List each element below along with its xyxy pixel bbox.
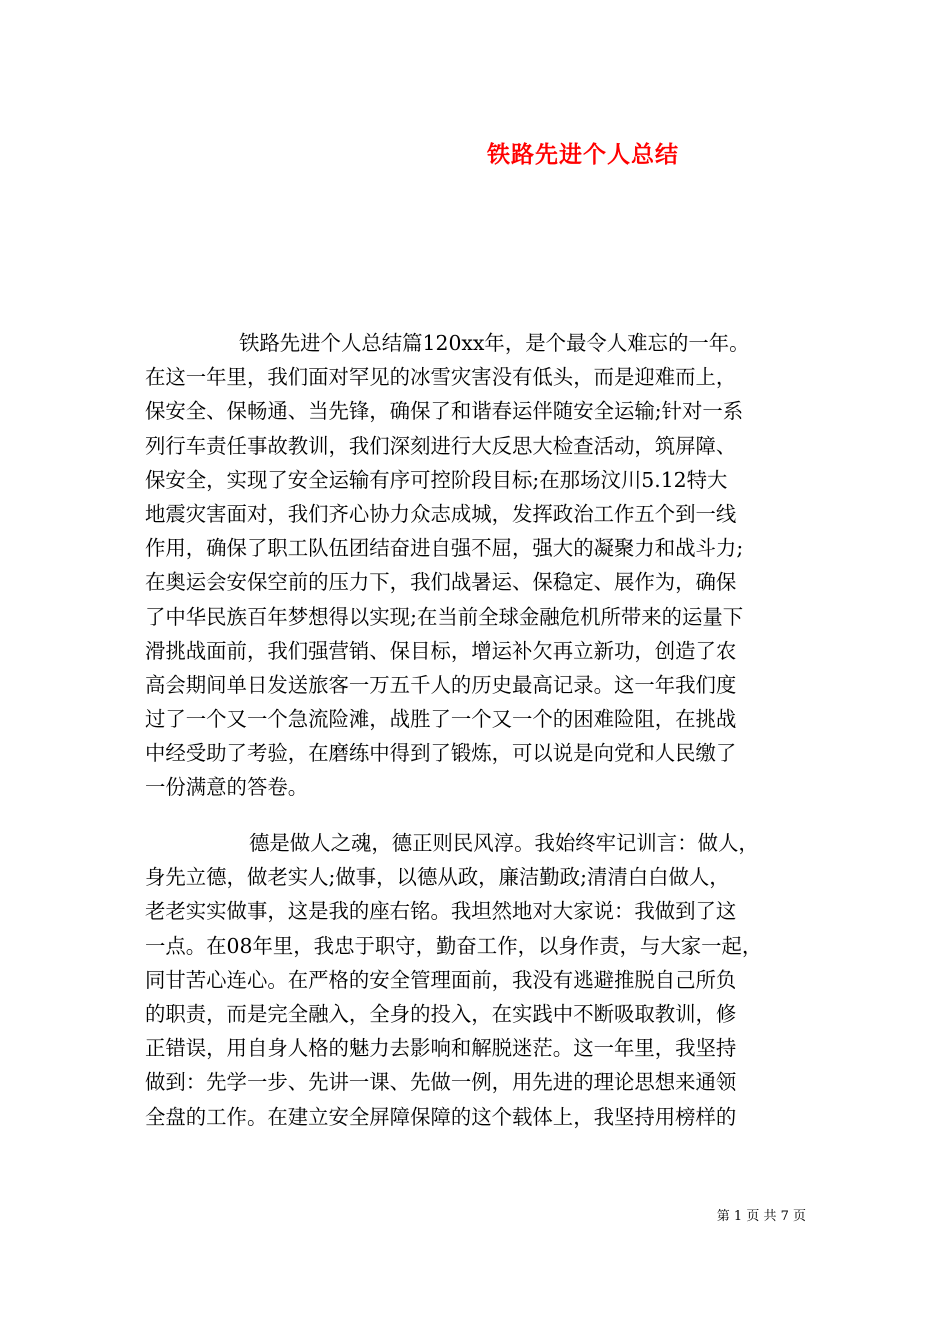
paragraph-line: 老老实实做事，这是我的座右铭。我坦然地对大家说：我做到了这 (145, 899, 737, 924)
paragraph-line: 德是做人之魂，德正则民风淳。我始终牢记训言：做人， (249, 831, 759, 855)
paragraph-line: 在奥运会安保空前的压力下，我们战暑运、保稳定、展作为，确保 (145, 570, 737, 595)
paragraph-line: 一份满意的答卷。 (145, 775, 309, 800)
paragraph-line: 的职责，而是完全融入，全身的投入，在实践中不断吸取教训，修 (145, 1001, 737, 1026)
paragraph-line: 高会期间单日发送旅客一万五千人的历史最高记录。这一年我们度 (145, 672, 737, 697)
paragraph-line: 地震灾害面对，我们齐心协力众志成城，发挥政治工作五个到一线 (145, 501, 737, 526)
paragraph-line: 做到：先学一步、先讲一课、先做一例，用先进的理论思想来通领 (145, 1070, 737, 1095)
paragraph-line: 身先立德，做老实人;做事，以德从政，廉洁勤政;清清白白做人， (145, 865, 730, 890)
paragraph-line: 作用，确保了职工队伍团结奋进自强不屈，强大的凝聚力和战斗力; (145, 536, 744, 561)
paragraph-line: 保安全、保畅通、当先锋，确保了和谐春运伴随安全运输;针对一系 (145, 399, 744, 424)
page-number-footer: 第 1 页 共 7 页 (716, 1209, 806, 1224)
paragraph-line: 同甘苦心连心。在严格的安全管理面前，我没有逃避推脱自己所负 (145, 967, 737, 992)
paragraph-line: 保安全，实现了安全运输有序可控阶段目标;在那场汶川5.12特大 (145, 467, 728, 492)
paragraph-2 (145, 826, 815, 1134)
paragraph-line: 中经受助了考验，在磨练中得到了锻炼，可以说是向党和人民缴了 (145, 741, 737, 766)
document-title: 铁路先进个人总结 (487, 141, 679, 168)
paragraph-line: 过了一个又一个急流险滩，战胜了一个又一个的困难险阻，在挑战 (145, 707, 737, 732)
paragraph-line: 正错误，用自身人格的魅力去影响和解脱迷茫。这一年里，我坚持 (145, 1036, 737, 1061)
paragraph-line: 在这一年里，我们面对罕见的冰雪灾害没有低头，而是迎难而上， (145, 365, 737, 390)
paragraph-line: 滑挑战面前，我们强营销、保目标，增运补欠再立新功，创造了农 (145, 638, 737, 663)
paragraph-line: 铁路先进个人总结篇120xx年，是个最令人难忘的一年。 (239, 331, 750, 355)
paragraph-line: 列行车责任事故教训，我们深刻进行大反思大检查活动，筑屏障、 (145, 433, 737, 458)
paragraph-line: 一点。在08年里，我忠于职守，勤奋工作，以身作责，与大家一起， (145, 933, 763, 958)
paragraph-line: 全盘的工作。在建立安全屏障保障的这个载体上，我坚持用榜样的 (145, 1104, 737, 1129)
paragraph-1 (145, 326, 815, 805)
paragraph-line: 了中华民族百年梦想得以实现;在当前全球金融危机所带来的运量下 (145, 604, 744, 629)
